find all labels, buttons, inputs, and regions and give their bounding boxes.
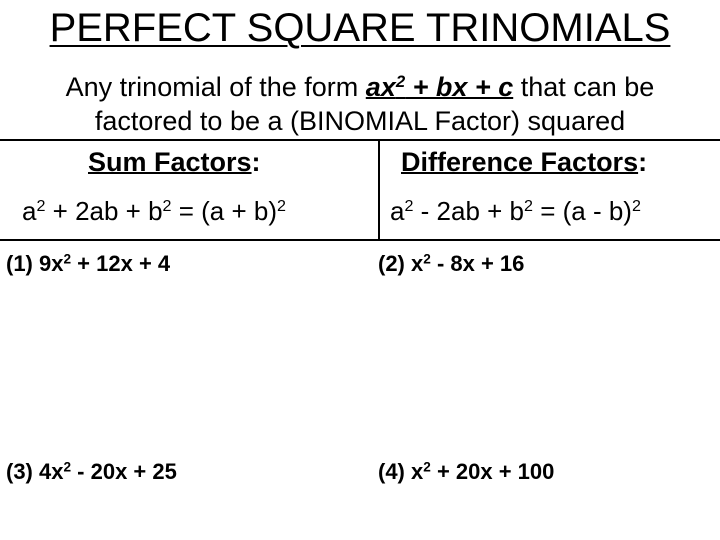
factors-divider [378,139,380,241]
intro-line-2: factored to be a (BINOMIAL Factor) squared [94,106,626,136]
diff-a: a [390,196,405,226]
problem-3 [6,458,177,486]
sum-factors-heading [88,145,261,179]
diff-exp-1: 2 [404,197,414,216]
diff-exp-3: 2 [631,197,641,216]
diff-end: = (a - b) [532,196,632,226]
sum-exp-2: 2 [162,197,172,216]
sum-a: a [22,196,37,226]
problem-2 [378,250,524,278]
problem-2-exp: 2 [423,251,431,267]
sum-exp-1: 2 [36,197,46,216]
problem-1-pre: (1) 9x [6,251,64,276]
intro-text-end: that can be [513,72,655,102]
form-exponent: 2 [395,71,406,91]
page-title: PERFECT SQUARE TRINOMIALS [49,6,671,50]
difference-colon: : [638,147,648,177]
difference-formula [390,194,641,228]
problem-1-exp: 2 [63,251,72,267]
sum-colon: : [251,147,261,177]
sum-end: = (a + b) [171,196,278,226]
form-ax: ax [365,72,396,102]
problem-3-pre: (3) 4x [6,459,64,484]
problem-4 [378,458,554,486]
diff-exp-2: 2 [524,197,533,216]
intro-text: Any trinomial of the form [65,72,366,102]
problem-4-pre: (4) x [378,459,424,484]
intro-line-1 [0,70,720,104]
difference-heading-text: Difference Factors [401,147,639,177]
difference-factors-heading [401,145,647,179]
sum-heading-text: Sum Factors [88,147,252,177]
problem-4-post: + 20x + 100 [430,459,555,484]
sum-formula [22,194,286,228]
problem-4-exp: 2 [423,459,431,475]
diff-mid: - 2ab + b [413,196,525,226]
problem-2-post: - 8x + 16 [430,251,525,276]
problem-2-pre: (2) x [378,251,424,276]
form-rest: + bx + c [405,72,514,102]
problem-1 [6,250,170,278]
problem-3-post: - 20x + 25 [71,459,177,484]
problem-1-post: + 12x + 4 [71,251,171,276]
problem-3-exp: 2 [63,459,72,475]
sum-exp-3: 2 [277,197,286,216]
sum-mid: + 2ab + b [45,196,163,226]
trinomial-form [366,72,513,102]
